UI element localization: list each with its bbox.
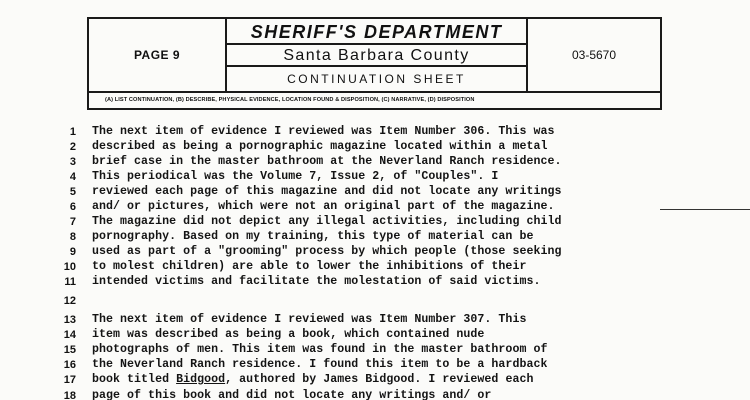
line-number: 11 <box>64 276 76 288</box>
margin-mark <box>660 209 750 210</box>
text-line <box>0 155 750 169</box>
text-line <box>0 343 750 357</box>
line-number: 13 <box>63 314 76 326</box>
text-line <box>0 200 750 214</box>
line-text: page of this book and did not locate any writings and/ or <box>92 389 492 400</box>
case-number: 03-5670 <box>526 19 660 91</box>
line-number: 12 <box>63 295 76 307</box>
line-text: brief case in the master bathroom at the Neverland Ranch residence. <box>92 155 562 168</box>
text-line <box>0 373 750 387</box>
line-text: The next item of evidence I reviewed was Item Number 306. This was <box>92 125 555 138</box>
line-number: 6 <box>69 201 76 213</box>
text-line <box>0 245 750 259</box>
line-text: This periodical was the Volume 7, Issue 2, of "Couples". I <box>92 170 499 183</box>
line-text: the Neverland Ranch residence. I found this item to be a hardback <box>92 358 548 371</box>
line-number: 8 <box>69 231 76 243</box>
line-number: 15 <box>63 344 76 356</box>
form-header <box>87 17 662 110</box>
line-number: 7 <box>69 216 76 228</box>
department-title: SHERIFF'S DEPARTMENT <box>250 22 503 42</box>
text-line <box>0 230 750 244</box>
line-number: 18 <box>63 390 76 400</box>
line-text: intended victims and facilitate the molestation of said victims. <box>92 275 541 288</box>
text-line <box>0 313 750 327</box>
sheet-type: CONTINUATION SHEET <box>287 72 466 86</box>
line-number: 16 <box>63 359 76 371</box>
county-name: Santa Barbara County <box>227 43 526 67</box>
line-number: 17 <box>63 374 76 386</box>
text-line <box>0 215 750 229</box>
text-line <box>0 358 750 372</box>
line-text-segment: , authored by James Bidgood. I reviewed each <box>225 373 534 386</box>
line-text: used as part of a "grooming" process by which people (those seeking <box>92 245 562 258</box>
line-number: 9 <box>69 246 76 258</box>
line-text: described as being a pornographic magazine located within a metal <box>92 140 548 153</box>
text-line <box>0 140 750 154</box>
header-title-block <box>227 19 526 91</box>
line-number: 5 <box>69 186 76 198</box>
text-line <box>0 185 750 199</box>
line-text: The magazine did not depict any illegal activities, including child <box>92 215 562 228</box>
line-number: 1 <box>69 126 76 138</box>
line-text: and/ or pictures, which were not an original part of the magazine. <box>92 200 555 213</box>
text-line <box>0 294 750 308</box>
text-line <box>0 275 750 289</box>
line-text-segment: book titled <box>92 373 177 386</box>
text-line <box>0 170 750 184</box>
line-text: to molest children) are able to lower the inhibitions of their <box>92 260 527 273</box>
form-legend: (A) LIST CONTINUATION, (B) DESCRIBE, PHYSICAL EVIDENCE, LOCATION FOUND & DISPOSITION, (C) NARRATIVE, (D) DISPOSITION <box>89 91 660 108</box>
line-text <box>92 373 533 387</box>
line-text: item was described as being a book, which contained nude <box>92 328 485 341</box>
book-title: Bidgood <box>176 373 226 386</box>
line-text: The next item of evidence I reviewed was Item Number 307. This <box>92 313 527 326</box>
line-text: reviewed each page of this magazine and did not locate any writings <box>92 185 562 198</box>
text-line <box>0 125 750 139</box>
text-line <box>0 260 750 274</box>
page-number: PAGE 9 <box>89 19 227 91</box>
text-line <box>0 389 750 400</box>
text-line <box>0 328 750 342</box>
line-number: 2 <box>69 141 76 153</box>
line-text: photographs of men. This item was found in the master bathroom of <box>92 343 548 356</box>
line-number: 10 <box>63 261 76 273</box>
line-number: 14 <box>63 329 76 341</box>
line-number: 4 <box>69 171 76 183</box>
line-text: pornography. Based on my training, this type of material can be <box>92 230 534 243</box>
line-number: 3 <box>69 156 76 168</box>
